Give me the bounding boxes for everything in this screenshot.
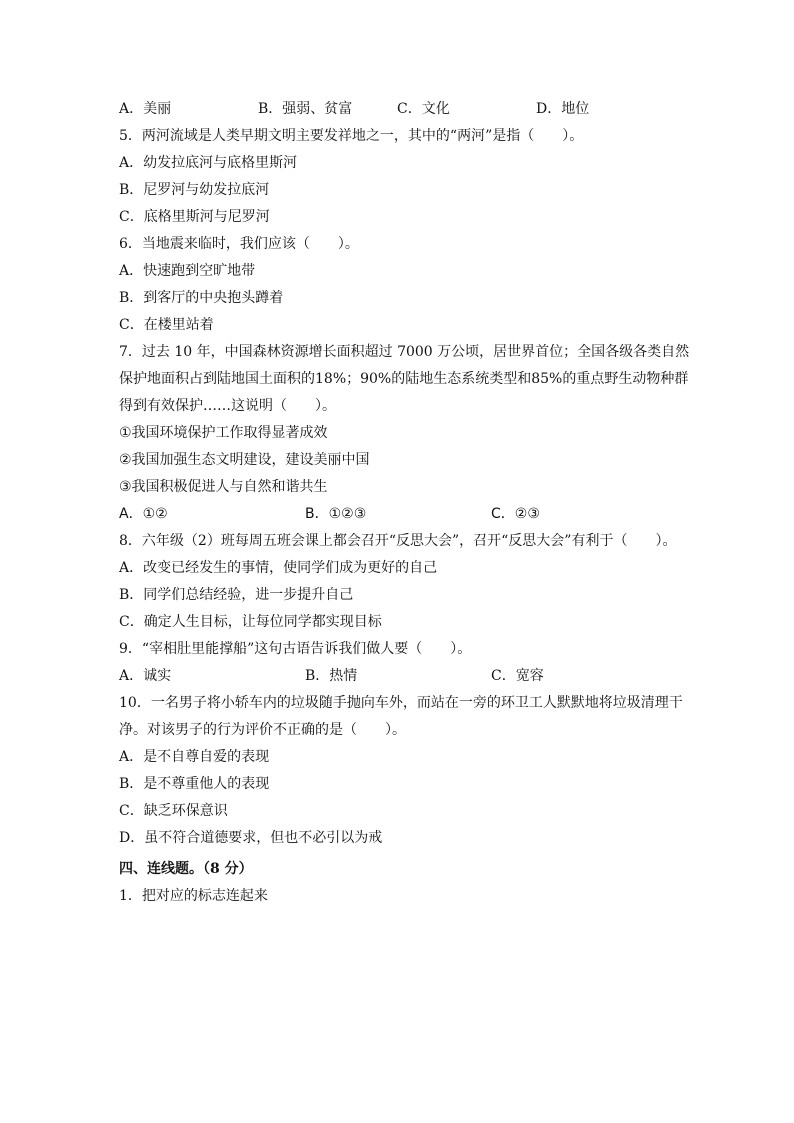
q6-option-b: B．到客厅的中央抱头蹲着 bbox=[119, 290, 284, 306]
q5-option-c: C．底格里斯河与尼罗河 bbox=[119, 209, 270, 225]
q7-statement-3: ③我国积极促进人与自然和谐共生 bbox=[119, 479, 328, 495]
q4-option-a: A．美丽 bbox=[119, 101, 172, 117]
q10-option-a: A．是不自尊自爱的表现 bbox=[119, 749, 270, 765]
q8-option-a: A．改变已经发生的事情，使同学们成为更好的自己 bbox=[119, 560, 438, 576]
exam-page bbox=[119, 96, 689, 910]
q10-option-c: C．缺乏环保意识 bbox=[119, 803, 228, 819]
q10-option-b: B．是不尊重他人的表现 bbox=[119, 776, 270, 792]
q4-options-row bbox=[119, 96, 689, 123]
q7-statement-1: ①我国环境保护工作取得显著成效 bbox=[119, 425, 328, 441]
q6-option-a: A．快速跑到空旷地带 bbox=[119, 263, 256, 279]
q10-stem-line-1: 10．一名男子将小轿车内的垃圾随手抛向车外，而站在一旁的环卫工人默默地将垃圾清理干 bbox=[119, 695, 683, 711]
q6-stem: 6．当地震来临时，我们应该（ ）。 bbox=[119, 236, 359, 252]
section-4-title: 四、连线题。（8 分） bbox=[119, 861, 253, 877]
q9-options-row bbox=[119, 663, 689, 690]
q7-option-a: A．①② bbox=[119, 506, 168, 522]
q5-stem: 5．两河流域是人类早期文明主要发祥地之一，其中的“两河”是指（ ）。 bbox=[119, 128, 584, 144]
q7-option-b: B．①②③ bbox=[305, 506, 367, 522]
q5-option-a: A．幼发拉底河与底格里斯河 bbox=[119, 155, 298, 171]
q7-options-row bbox=[119, 501, 689, 528]
q5-option-b: B．尼罗河与幼发拉底河 bbox=[119, 182, 270, 198]
q8-option-b: B．同学们总结经验，进一步提升自己 bbox=[119, 587, 354, 603]
q9-option-b: B．热情 bbox=[305, 668, 358, 684]
q4-option-c: C．文化 bbox=[397, 101, 450, 117]
q9-option-a: A．诚实 bbox=[119, 668, 172, 684]
q10-stem-line-2: 净。对该男子的行为评价不正确的是（ ）。 bbox=[119, 722, 406, 738]
q4-option-b: B．强弱、贫富 bbox=[258, 101, 353, 117]
q10-option-d: D．虽不符合道德要求，但也不必引以为戒 bbox=[119, 830, 383, 846]
q7-stem-line-3: 得到有效保护……这说明（ ）。 bbox=[119, 398, 336, 414]
q6-option-c: C．在楼里站着 bbox=[119, 317, 214, 333]
q8-stem: 8．六年级（2）班每周五班会课上都会召开“反思大会”，召开“反思大会”有利于（ ）。 bbox=[119, 533, 677, 549]
q9-stem: 9．“宰相肚里能撑船”这句古语告诉我们做人要（ ）。 bbox=[119, 641, 472, 657]
q7-statement-2: ②我国加强生态文明建设，建设美丽中国 bbox=[119, 452, 370, 468]
q7-option-c: C．②③ bbox=[491, 506, 540, 522]
q9-option-c: C．宽容 bbox=[491, 668, 544, 684]
section-4-q1: 1．把对应的标志连起来 bbox=[119, 888, 268, 904]
q4-option-d: D．地位 bbox=[536, 101, 590, 117]
q7-stem-line-2: 保护地面积占到陆地国土面积的18%；90%的陆地生态系统类型和85%的重点野生动物种群 bbox=[119, 371, 689, 387]
q8-option-c: C．确定人生目标，让每位同学都实现目标 bbox=[119, 614, 382, 630]
q7-stem-line-1: 7．过去 10 年，中国森林资源增长面积超过 7000 万公顷，居世界首位；全国各级各类自然 bbox=[119, 344, 690, 360]
